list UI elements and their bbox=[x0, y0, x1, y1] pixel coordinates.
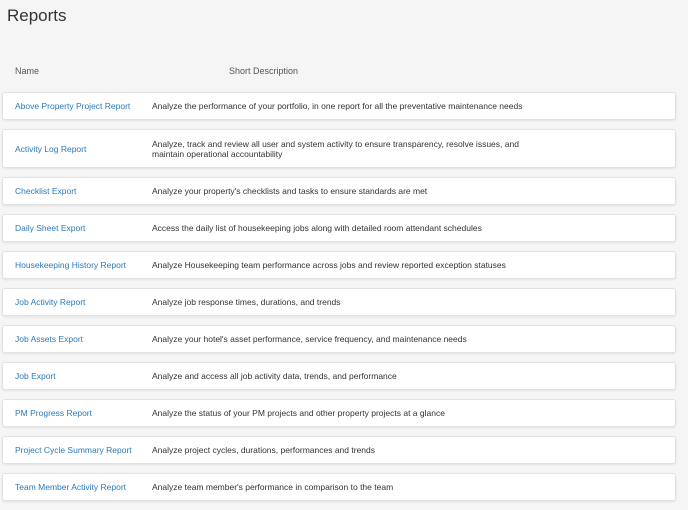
report-name-link[interactable]: Team Member Activity Report bbox=[15, 482, 127, 492]
report-name-link[interactable]: Job Activity Report bbox=[15, 297, 86, 307]
report-name-link[interactable]: Daily Sheet Export bbox=[15, 223, 86, 233]
report-description: Analyze and access all job activity data, trends, and performance bbox=[152, 371, 397, 381]
report-row-checklist-export[interactable] bbox=[2, 177, 676, 205]
report-name-link[interactable]: Checklist Export bbox=[15, 186, 77, 196]
report-row-daily-sheet-export[interactable] bbox=[2, 214, 676, 242]
report-description: Analyze the performance of your portfolio, in one report for all the preventative maintenance needs bbox=[152, 101, 523, 111]
report-name-link[interactable]: Job Assets Export bbox=[15, 334, 84, 344]
report-row-team-member-activity-report[interactable] bbox=[2, 473, 676, 501]
report-description: Analyze Housekeeping team performance across jobs and review reported exception statuses bbox=[152, 260, 506, 270]
report-name-link[interactable]: Housekeeping History Report bbox=[15, 260, 127, 270]
report-description: Analyze job response times, durations, and trends bbox=[152, 297, 341, 307]
report-row-above-property-project-report[interactable] bbox=[2, 92, 676, 120]
report-description: Analyze the status of your PM projects and other property projects at a glance bbox=[152, 408, 445, 418]
report-description: Access the daily list of housekeeping jobs along with detailed room attendant schedules bbox=[152, 223, 482, 233]
report-row-housekeeping-history-report[interactable] bbox=[2, 251, 676, 279]
report-name-link[interactable]: PM Progress Report bbox=[15, 408, 92, 418]
report-description: Analyze your property's checklists and tasks to ensure standards are met bbox=[152, 186, 428, 196]
column-header-name: Name bbox=[15, 66, 40, 76]
report-row-project-cycle-summary-report[interactable] bbox=[2, 436, 676, 464]
report-name-link[interactable]: Job Export bbox=[15, 371, 56, 381]
page-title: Reports bbox=[7, 6, 67, 25]
report-row-pm-progress-report[interactable] bbox=[2, 399, 676, 427]
column-header-description: Short Description bbox=[229, 66, 299, 76]
column-headers bbox=[0, 66, 688, 80]
report-name-link[interactable]: Activity Log Report bbox=[15, 143, 87, 154]
report-description: Analyze project cycles, durations, performances and trends bbox=[152, 445, 376, 455]
report-name-link[interactable]: Above Property Project Report bbox=[15, 101, 131, 111]
report-name-link[interactable]: Project Cycle Summary Report bbox=[15, 445, 132, 455]
report-description: Analyze, track and review all user and system activity to ensure transparency, resolve issues, and maintain operational accountability bbox=[152, 138, 519, 159]
report-description: Analyze team member's performance in comparison to the team bbox=[152, 482, 394, 492]
report-list bbox=[2, 92, 676, 510]
report-row-activity-log-report[interactable] bbox=[2, 129, 676, 168]
report-row-job-assets-export[interactable] bbox=[2, 325, 676, 353]
report-description: Analyze your hotel's asset performance, service frequency, and maintenance needs bbox=[152, 334, 467, 344]
report-row-job-export[interactable] bbox=[2, 362, 676, 390]
report-row-job-activity-report[interactable] bbox=[2, 288, 676, 316]
